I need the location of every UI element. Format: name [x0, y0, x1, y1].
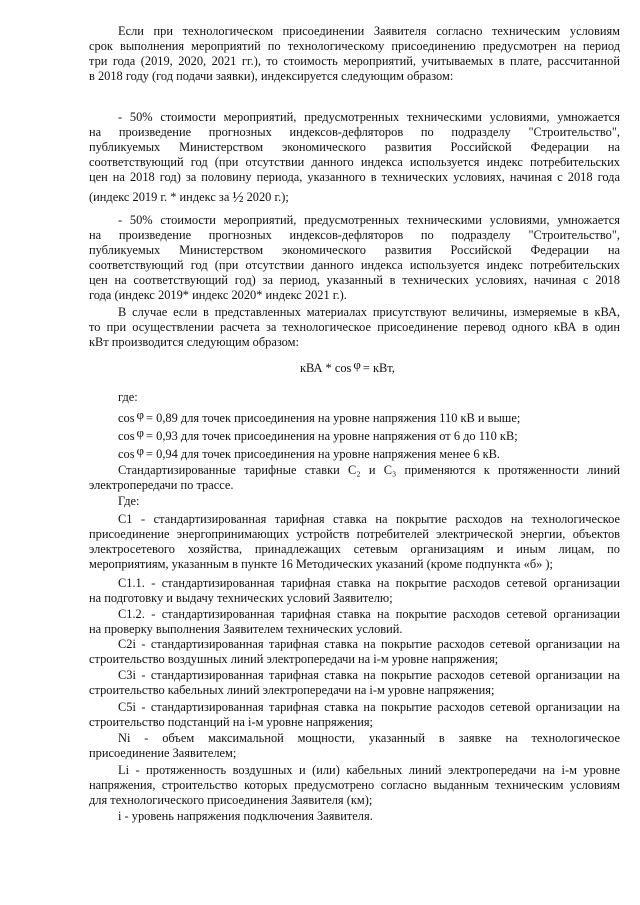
phi-symbol: φ [136, 407, 145, 422]
cos-phi-row: cos φ = 0,93 для точек присоединения на уровне напряжения от 6 до 110 кВ; [118, 425, 518, 443]
text-line: строительство воздушных линий электропередачи на i-м уровне напряжения; [89, 652, 499, 666]
text-line [89, 190, 620, 205]
text-line: строительство кабельных линий электропередачи на i-м уровне напряжения; [89, 683, 495, 697]
definition-c1 [89, 512, 620, 572]
text-line: на подготовку и выдачу технических условий Заявителю; [89, 591, 393, 605]
text-line: мероприятиям, указанным в пункте 16 Методических указаний (кроме подпункта «б» ); [89, 557, 554, 571]
half-fraction: ½ [232, 190, 244, 206]
text-line: то при осуществлении расчета за технологическое присоединение перевод одного кВА в один [89, 320, 620, 334]
text-line: Ni - объем максимальной мощности, указанный в заявке на технологическое [118, 731, 620, 745]
text-line: года (индекс 2019* индекс 2020* индекс 2021 г.). [89, 288, 347, 302]
paragraph-half-period [89, 110, 620, 205]
text-line: электропередачи по трассе. [89, 478, 234, 492]
text-line: цен на соответствующий год) за период, указанный в технических условиях, начиная с 2018 [89, 273, 620, 287]
text-line: Стандартизированные тарифные ставки C₂ и C₃ применяются к протяженности линий [118, 463, 620, 477]
text-line: C2i - стандартизированная тарифная ставка на покрытие расходов сетевой организации на [118, 637, 620, 651]
paragraph-kva-conversion [89, 305, 620, 350]
text-line: публикуемых Министерством экономического развития Российской Федерации на [89, 243, 620, 257]
text-line: на произведение прогнозных индексов-дефляторов по подразделу "Строительство", [89, 228, 620, 242]
text-line: - 50% стоимости мероприятий, предусмотренных техническими условиями, умножается [118, 213, 620, 227]
text-line: i - уровень напряжения подключения Заявителя. [118, 809, 373, 823]
cos-phi-row: cos φ = 0,94 для точек присоединения на уровне напряжения менее 6 кВ. [118, 443, 501, 461]
index-text: (индекс 2019 г. * индекс за [89, 190, 230, 204]
text-line: C1.2. - стандартизированная тарифная ставка на покрытие расходов сетевой организации [118, 607, 620, 621]
text-line: соответствующий год (при отсутствии данного индекса используется индекс потребительских [89, 258, 620, 272]
definition-c2i [89, 637, 620, 667]
text-line: на произведение прогнозных индексов-дефляторов по подразделу "Строительство", [89, 125, 620, 139]
where-label: где: [118, 390, 138, 404]
index-text: 2020 г.); [246, 190, 289, 204]
text-line: напряжения, строительство которых предусмотрено согласно выданным техническим условиям [89, 778, 620, 792]
text-line: соответствующий год (при отсутствии данного индекса используется индекс потребительских [89, 155, 620, 169]
cos-phi-row: cos φ = 0,89 для точек присоединения на уровне напряжения 110 кВ и выше; [118, 407, 521, 425]
text-line: C1.1. - стандартизированная тарифная ставка на покрытие расходов сетевой организации [118, 576, 620, 590]
definition-li [89, 763, 620, 808]
text-line: в 2018 году (год подачи заявки), индексируется следующим образом: [89, 69, 454, 83]
text-line: кВт производится следующим образом: [89, 335, 299, 349]
text-line: три года (2019, 2020, 2021 гг.), то стоимость мероприятий, учитываемых в плате, рассчитанной [89, 54, 620, 68]
text-line: C1 - стандартизированная тарифная ставка на покрытие расходов на технологическое [118, 512, 620, 526]
paragraph-tariff-rates [89, 463, 620, 493]
text-line: В случае если в представленных материалах присутствуют величины, измеряемые в кВА, [118, 305, 620, 319]
text-line: срок выполнения мероприятий по технологическому присоединению предусмотрен на период [89, 39, 620, 53]
text-line: C3i - стандартизированная тарифная ставка на покрытие расходов сетевой организации на [118, 668, 620, 682]
phi-symbol: φ [136, 425, 145, 440]
definition-c1-2 [89, 607, 620, 637]
text-line: на проверку выполнения Заявителем технических условий. [89, 622, 403, 636]
text-line: присоединение энергопринимающих устройств потребителей электрической энергии, объектов [89, 527, 620, 541]
definition-c1-1 [89, 576, 620, 606]
text-line: присоединение Заявителем; [89, 746, 237, 760]
definition-c5i [89, 700, 620, 730]
text-line: цен на 2018 год) за половину периода, указанного в технических условиях, начиная с 2018 года [89, 170, 620, 184]
phi-symbol: φ [136, 443, 145, 458]
definition-ni [89, 731, 620, 761]
text-line: строительство подстанций на i-м уровне напряжения; [89, 715, 373, 729]
text-line: Если при технологическом присоединении Заявителя согласно техническим условиям [118, 24, 620, 38]
where-label: Где: [118, 494, 140, 508]
conversion-formula: кВА * cos φ = кВт, [300, 357, 395, 375]
text-line: Li - протяженность воздушных и (или) кабельных линий электропередачи на i-м уровне [118, 763, 620, 777]
text-line: для технологического присоединения Заявителя (км); [89, 793, 373, 807]
paragraph-full-period [89, 213, 620, 303]
definition-c3i [89, 668, 620, 698]
definition-i [89, 809, 620, 824]
text-line: публикуемых Министерством экономического развития Российской Федерации на [89, 140, 620, 154]
text-line: C5i - стандартизированная тарифная ставка на покрытие расходов сетевой организации на [118, 700, 620, 714]
paragraph-indexation-intro [89, 24, 620, 84]
phi-symbol: φ [353, 357, 361, 372]
text-line: - 50% стоимости мероприятий, предусмотренных техническими условиями, умножается [118, 110, 620, 124]
text-line: электросетевого хозяйства, принадлежащих сетевым организациям и иным лицам, по [89, 542, 620, 556]
